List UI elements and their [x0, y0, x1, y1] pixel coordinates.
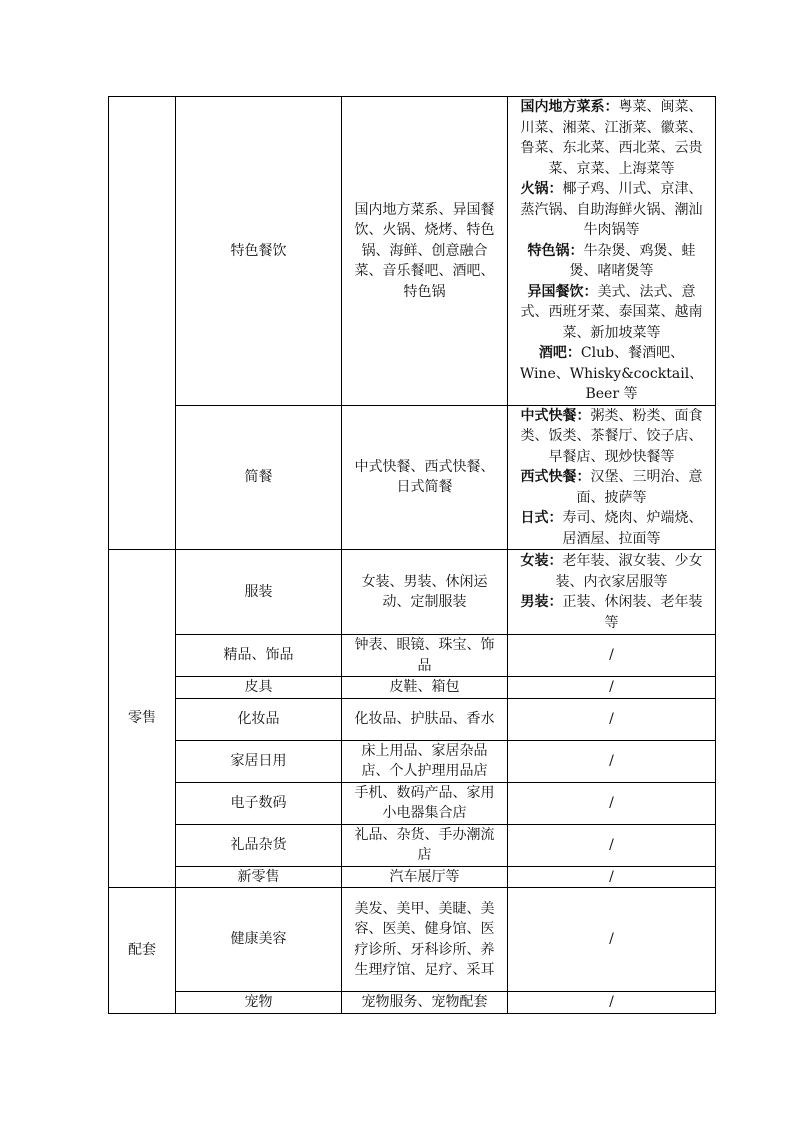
- subcategory-cell: 皮具: [176, 677, 342, 699]
- table-row: [109, 992, 716, 1014]
- examples-cell: /: [508, 782, 716, 824]
- example-line: 日式：寿司、烧肉、炉端烧、居酒屋、拉面等: [520, 510, 703, 547]
- table-row: [109, 782, 716, 824]
- subcategory-cell: 健康美容: [176, 888, 342, 992]
- scope-cell: 宠物服务、宠物配套: [342, 992, 508, 1014]
- table-row: [109, 405, 716, 550]
- table-row: [109, 677, 716, 699]
- scope-cell: 美发、美甲、美睫、美容、医美、健身馆、医疗诊所、牙科诊所、养生理疗馆、足疗、采耳: [342, 888, 508, 992]
- example-line: 酒吧：Club、餐酒吧、Wine、Whisky&cocktail、Beer 等: [519, 345, 704, 402]
- scope-cell: 中式快餐、西式快餐、日式简餐: [342, 405, 508, 550]
- example-line: 西式快餐：汉堡、三明治、意面、披萨等: [520, 469, 703, 506]
- examples-cell: /: [508, 824, 716, 866]
- subcategory-cell: 化妆品: [176, 698, 342, 740]
- subcategory-cell: 简餐: [176, 405, 342, 550]
- table-row: [109, 698, 716, 740]
- subcategory-cell: 精品、饰品: [176, 635, 342, 677]
- scope-cell: 钟表、眼镜、珠宝、饰品: [342, 635, 508, 677]
- examples-cell: [508, 405, 716, 550]
- examples-cell: /: [508, 698, 716, 740]
- scope-cell: 礼品、杂货、手办潮流店: [342, 824, 508, 866]
- examples-cell: /: [508, 677, 716, 699]
- example-line: 女装：老年装、淑女装、少女装、内衣家居服等: [520, 553, 703, 590]
- examples-cell: /: [508, 635, 716, 677]
- example-line: 异国餐饮：美式、法式、意式、西班牙菜、泰国菜、越南菜、新加坡菜等: [520, 283, 703, 341]
- scope-cell: 化妆品、护肤品、香水: [342, 698, 508, 740]
- category-table: [108, 96, 716, 1014]
- example-line: 男装：正装、休闲装、老年装等: [520, 594, 703, 631]
- scope-cell: 女装、男装、休闲运动、定制服装: [342, 550, 508, 635]
- table-row: [109, 888, 716, 992]
- table-row: [109, 97, 716, 406]
- subcategory-cell: 特色餐饮: [176, 97, 342, 406]
- table-row: [109, 824, 716, 866]
- examples-cell: [508, 97, 716, 406]
- subcategory-cell: 宠物: [176, 992, 342, 1014]
- example-line: 中式快餐：粥类、粉类、面食类、饭类、茶餐厅、饺子店、早餐店、现炒快餐等: [520, 407, 703, 465]
- examples-cell: /: [508, 866, 716, 888]
- example-line: 国内地方菜系：粤菜、闽菜、川菜、湘菜、江浙菜、徽菜、鲁菜、东北菜、西北菜、云贵菜、京菜、上海菜等: [520, 99, 703, 177]
- table-row: [109, 740, 716, 782]
- example-line: 火锅：椰子鸡、川式、京津、蒸汽锅、自助海鲜火锅、潮汕牛肉锅等: [520, 181, 703, 238]
- table-row: [109, 550, 716, 635]
- category-cell: 零售: [109, 550, 176, 888]
- table-row: [109, 866, 716, 888]
- scope-cell: 床上用品、家居杂品店、个人护理用品店: [342, 740, 508, 782]
- example-line: 特色锅：牛杂煲、鸡煲、蛙煲、啫啫煲等: [527, 242, 696, 279]
- subcategory-cell: 礼品杂货: [176, 824, 342, 866]
- category-cell: 配套: [109, 888, 176, 1014]
- table-row: [109, 635, 716, 677]
- subcategory-cell: 服装: [176, 550, 342, 635]
- subcategory-cell: 家居日用: [176, 740, 342, 782]
- subcategory-cell: 电子数码: [176, 782, 342, 824]
- scope-cell: 国内地方菜系、异国餐饮、火锅、烧烤、特色锅、海鲜、创意融合菜、音乐餐吧、酒吧、特色锅: [342, 97, 508, 406]
- category-cell: [109, 97, 176, 550]
- scope-cell: 皮鞋、箱包: [342, 677, 508, 699]
- scope-cell: 汽车展厅等: [342, 866, 508, 888]
- subcategory-cell: 新零售: [176, 866, 342, 888]
- examples-cell: /: [508, 888, 716, 992]
- scope-cell: 手机、数码产品、家用小电器集合店: [342, 782, 508, 824]
- examples-cell: /: [508, 992, 716, 1014]
- examples-cell: /: [508, 740, 716, 782]
- examples-cell: [508, 550, 716, 635]
